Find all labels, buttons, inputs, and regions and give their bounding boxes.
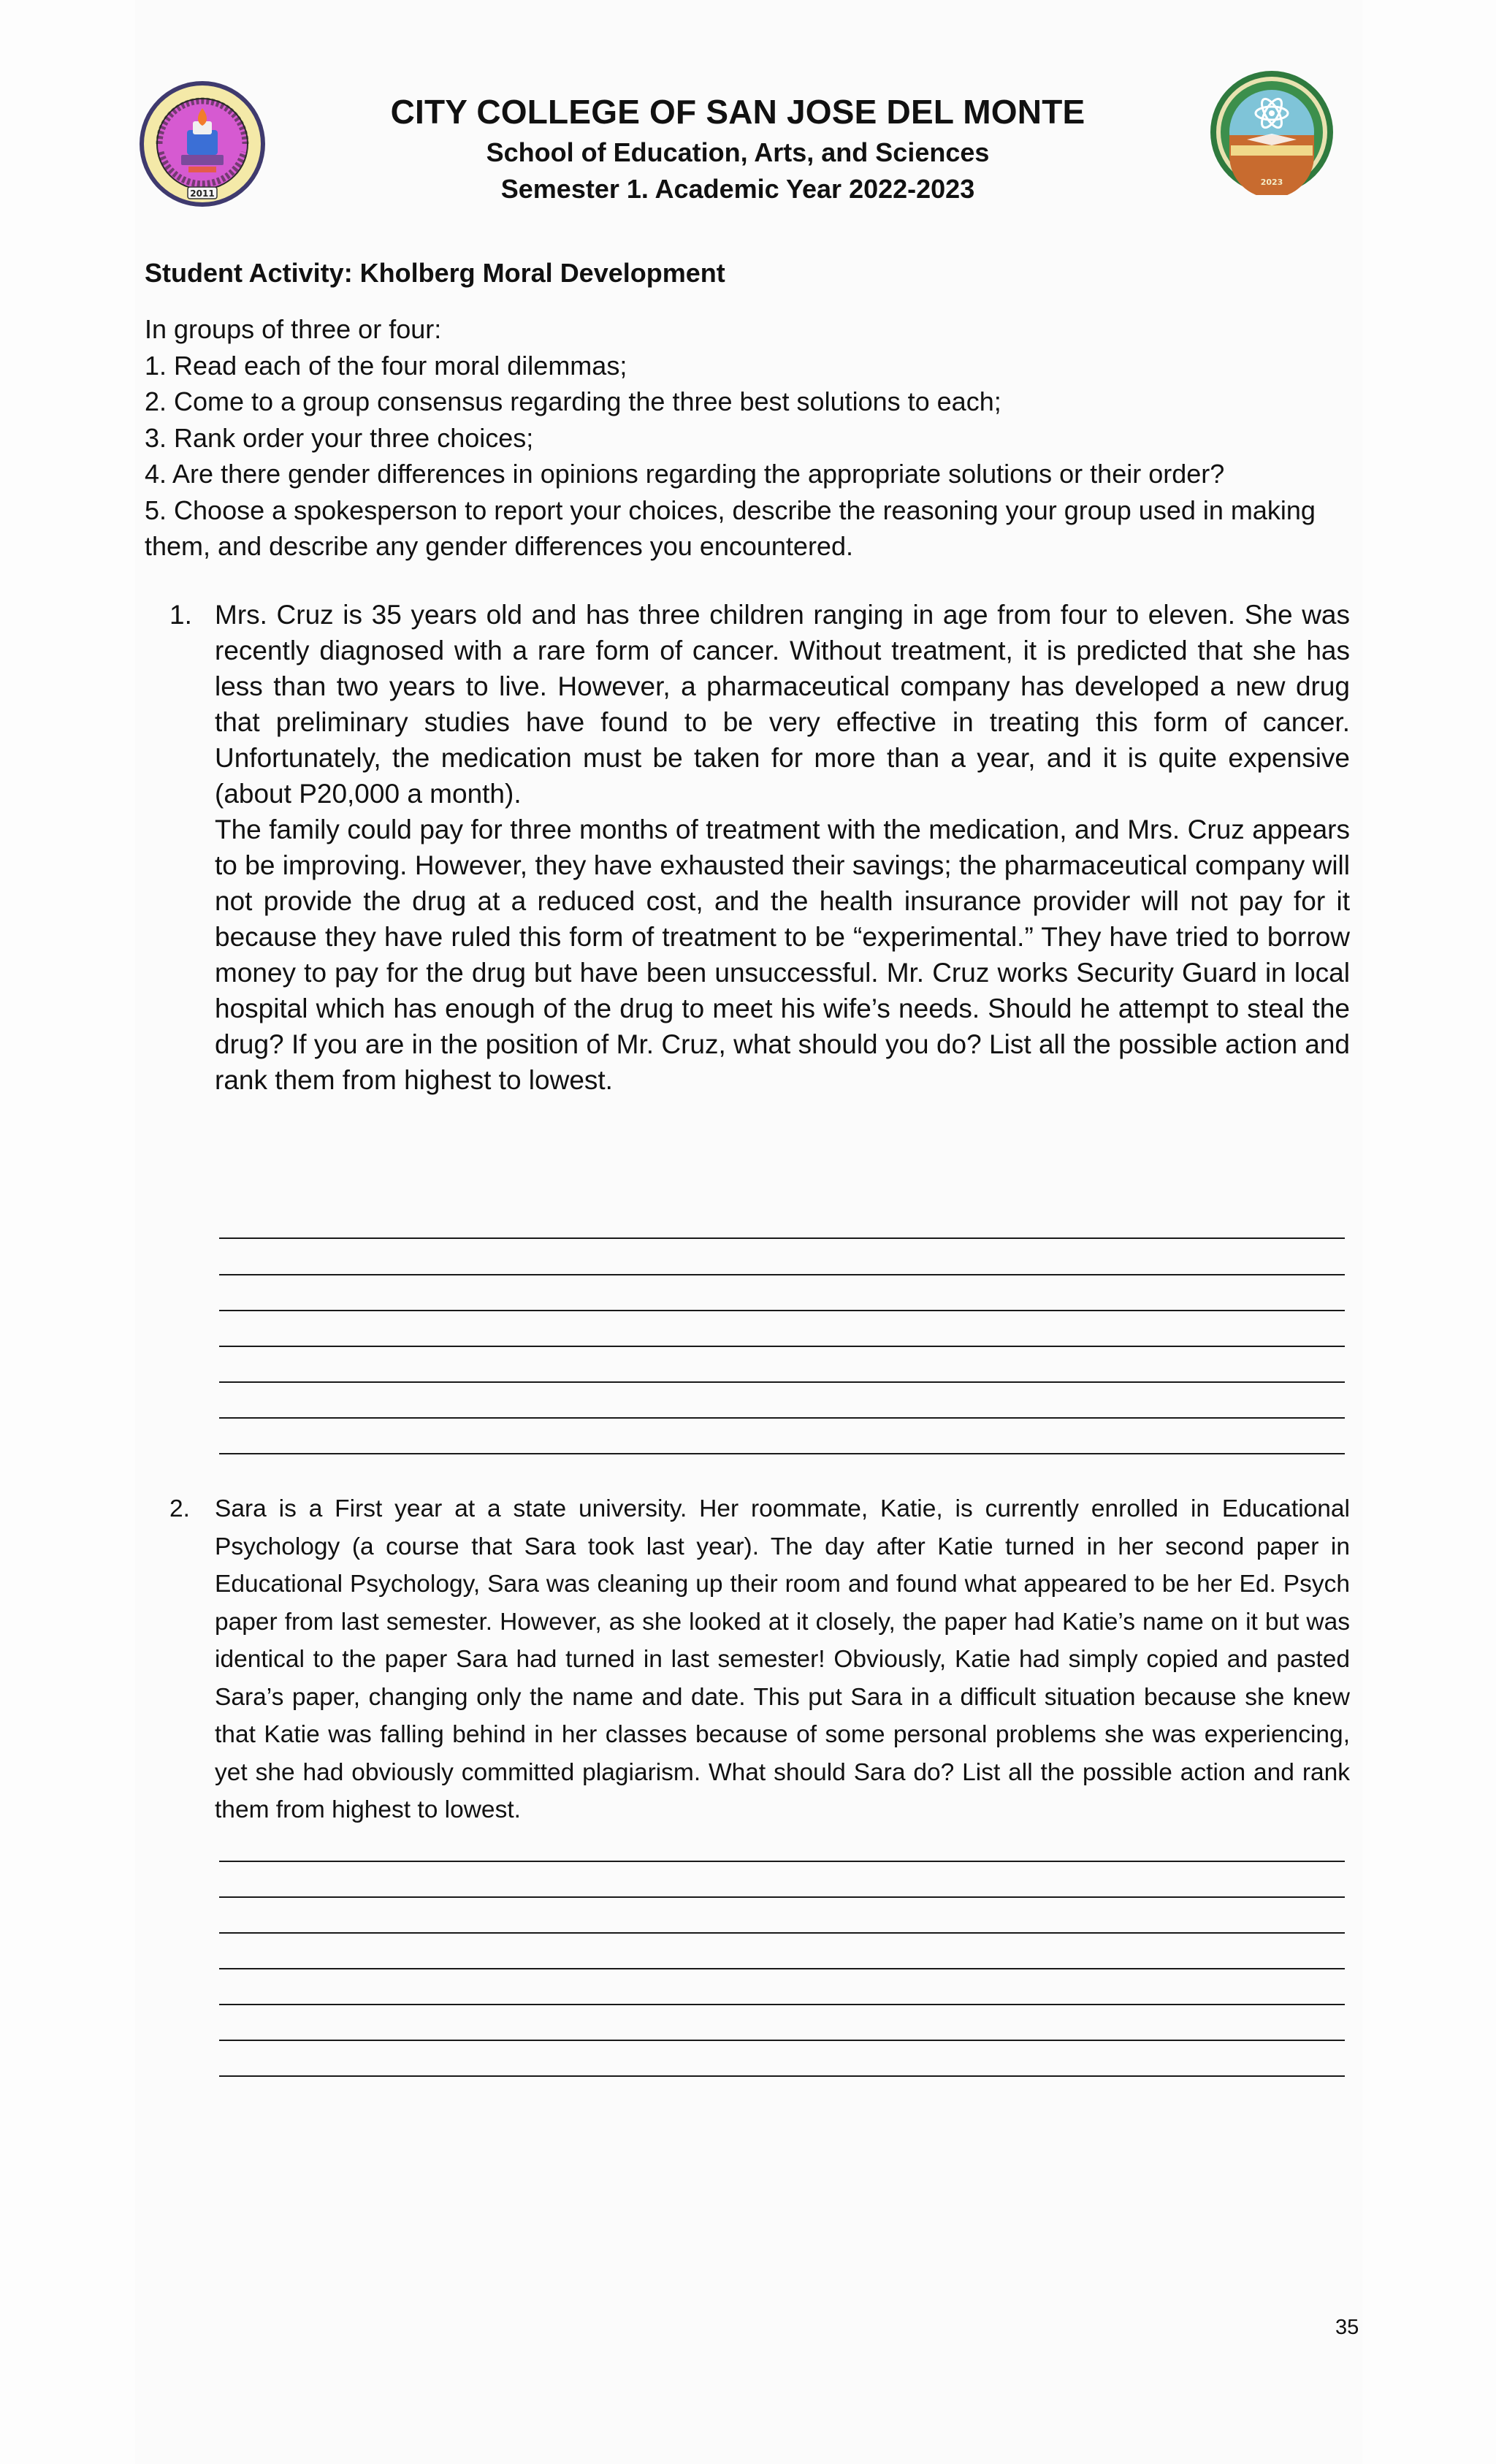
answer-line[interactable] bbox=[219, 1932, 1345, 1934]
instruction-line: 1. Read each of the four moral dilemmas; bbox=[145, 350, 627, 381]
dilemma-2 bbox=[169, 1490, 1350, 1829]
answer-line[interactable] bbox=[219, 1237, 1345, 1239]
dilemma-1 bbox=[169, 597, 1350, 1098]
answer-line[interactable] bbox=[219, 1896, 1345, 1898]
answer-line[interactable] bbox=[219, 1453, 1345, 1454]
left-logo-year: 2011 bbox=[190, 188, 215, 199]
answer-line[interactable] bbox=[219, 1310, 1345, 1311]
page-number: 35 bbox=[1335, 2316, 1359, 2339]
answer-line[interactable] bbox=[219, 1381, 1345, 1383]
semester-line: Semester 1. Academic Year 2022-2023 bbox=[500, 174, 975, 204]
answer-line[interactable] bbox=[219, 1417, 1345, 1419]
dilemma-number: 2. bbox=[169, 1495, 190, 1522]
right-logo-year: 2023 bbox=[1260, 178, 1283, 187]
dilemma-number: 1. bbox=[169, 600, 192, 630]
instruction-line: 3. Rank order your three choices; bbox=[145, 422, 534, 453]
answer-line[interactable] bbox=[219, 2040, 1345, 2041]
school-name: School of Education, Arts, and Sciences bbox=[486, 137, 990, 167]
college-name: CITY COLLEGE OF SAN JOSE DEL MONTE bbox=[390, 93, 1085, 131]
answer-line[interactable] bbox=[219, 1861, 1345, 1862]
activity-title: Student Activity: Kholberg Moral Development bbox=[145, 258, 725, 288]
dilemma-text bbox=[215, 1490, 1350, 1829]
dilemma-paragraph: Sara is a First year at a state university. Her roommate, Katie, is currently enrolled in Educational Psychology (a course that Sara took last year). The day after Katie turned in her second paper in Educational Psychology, Sara was cleaning up their room and found what appeared to be her Ed. Psych paper from last semester. However, as she looked at it closely, the paper had Katie’s name on it but was identical to the paper Sara had turned in last semester! Obviously, Katie had simply copied and pasted Sara’s paper, changing only the name and date. This put Sara in a difficult situation because she knew that Katie was falling behind in her classes because of some personal problems she was experiencing, yet she had obviously committed plagiarism. What should Sara do? List all the possible action and rank them from highest to lowest. bbox=[215, 1495, 1350, 1823]
answer-line[interactable] bbox=[219, 1274, 1345, 1275]
school-of-education-seal-icon bbox=[1209, 69, 1335, 195]
dilemma-paragraph: Mrs. Cruz is 35 years old and has three children ranging in age from four to eleven. She was recently diagnosed with a rare form of cancer. Without treatment, it is predicted that she has less than two years to live. However, a pharmaceutical company has developed a new drug that preliminary studies have found to be very effective in treating this form of cancer. Unfortunately, the medication must be taken for more than a year, and it is quite expensive (about P20,000 a month). bbox=[215, 600, 1350, 809]
answer-line[interactable] bbox=[219, 2075, 1345, 2077]
instruction-line: 5. Choose a spokesperson to report your choices, describe the reasoning your group used in making them, and describe any gender differences you encountered. bbox=[145, 495, 1316, 561]
instructions bbox=[145, 311, 1350, 565]
answer-line[interactable] bbox=[219, 2004, 1345, 2005]
dilemma-text bbox=[215, 597, 1350, 1098]
college-seal-icon bbox=[137, 79, 267, 209]
instruction-line: 2. Come to a group consensus regarding the three best solutions to each; bbox=[145, 386, 1001, 416]
instruction-line: 4. Are there gender differences in opinions regarding the appropriate solutions or their order? bbox=[145, 459, 1225, 489]
answer-line[interactable] bbox=[219, 1968, 1345, 1969]
document-header bbox=[292, 89, 1183, 207]
dilemma-paragraph: The family could pay for three months of treatment with the medication, and Mrs. Cruz appears to be improving. However, they have exhausted their savings; the pharmaceutical company will not provide the drug at a reduced cost, and the health insurance provider will not pay for it because they have ruled this form of treatment to be “experimental.” They have tried to borrow money to pay for the drug but have been unsuccessful. Mr. Cruz works Security Guard in local hospital which has enough of the drug to meet his wife’s needs. Should he attempt to steal the drug? If you are in the position of Mr. Cruz, what should you do? List all the possible action and rank them from highest to lowest. bbox=[215, 815, 1350, 1095]
instruction-line: In groups of three or four: bbox=[145, 314, 442, 344]
answer-line[interactable] bbox=[219, 1346, 1345, 1347]
